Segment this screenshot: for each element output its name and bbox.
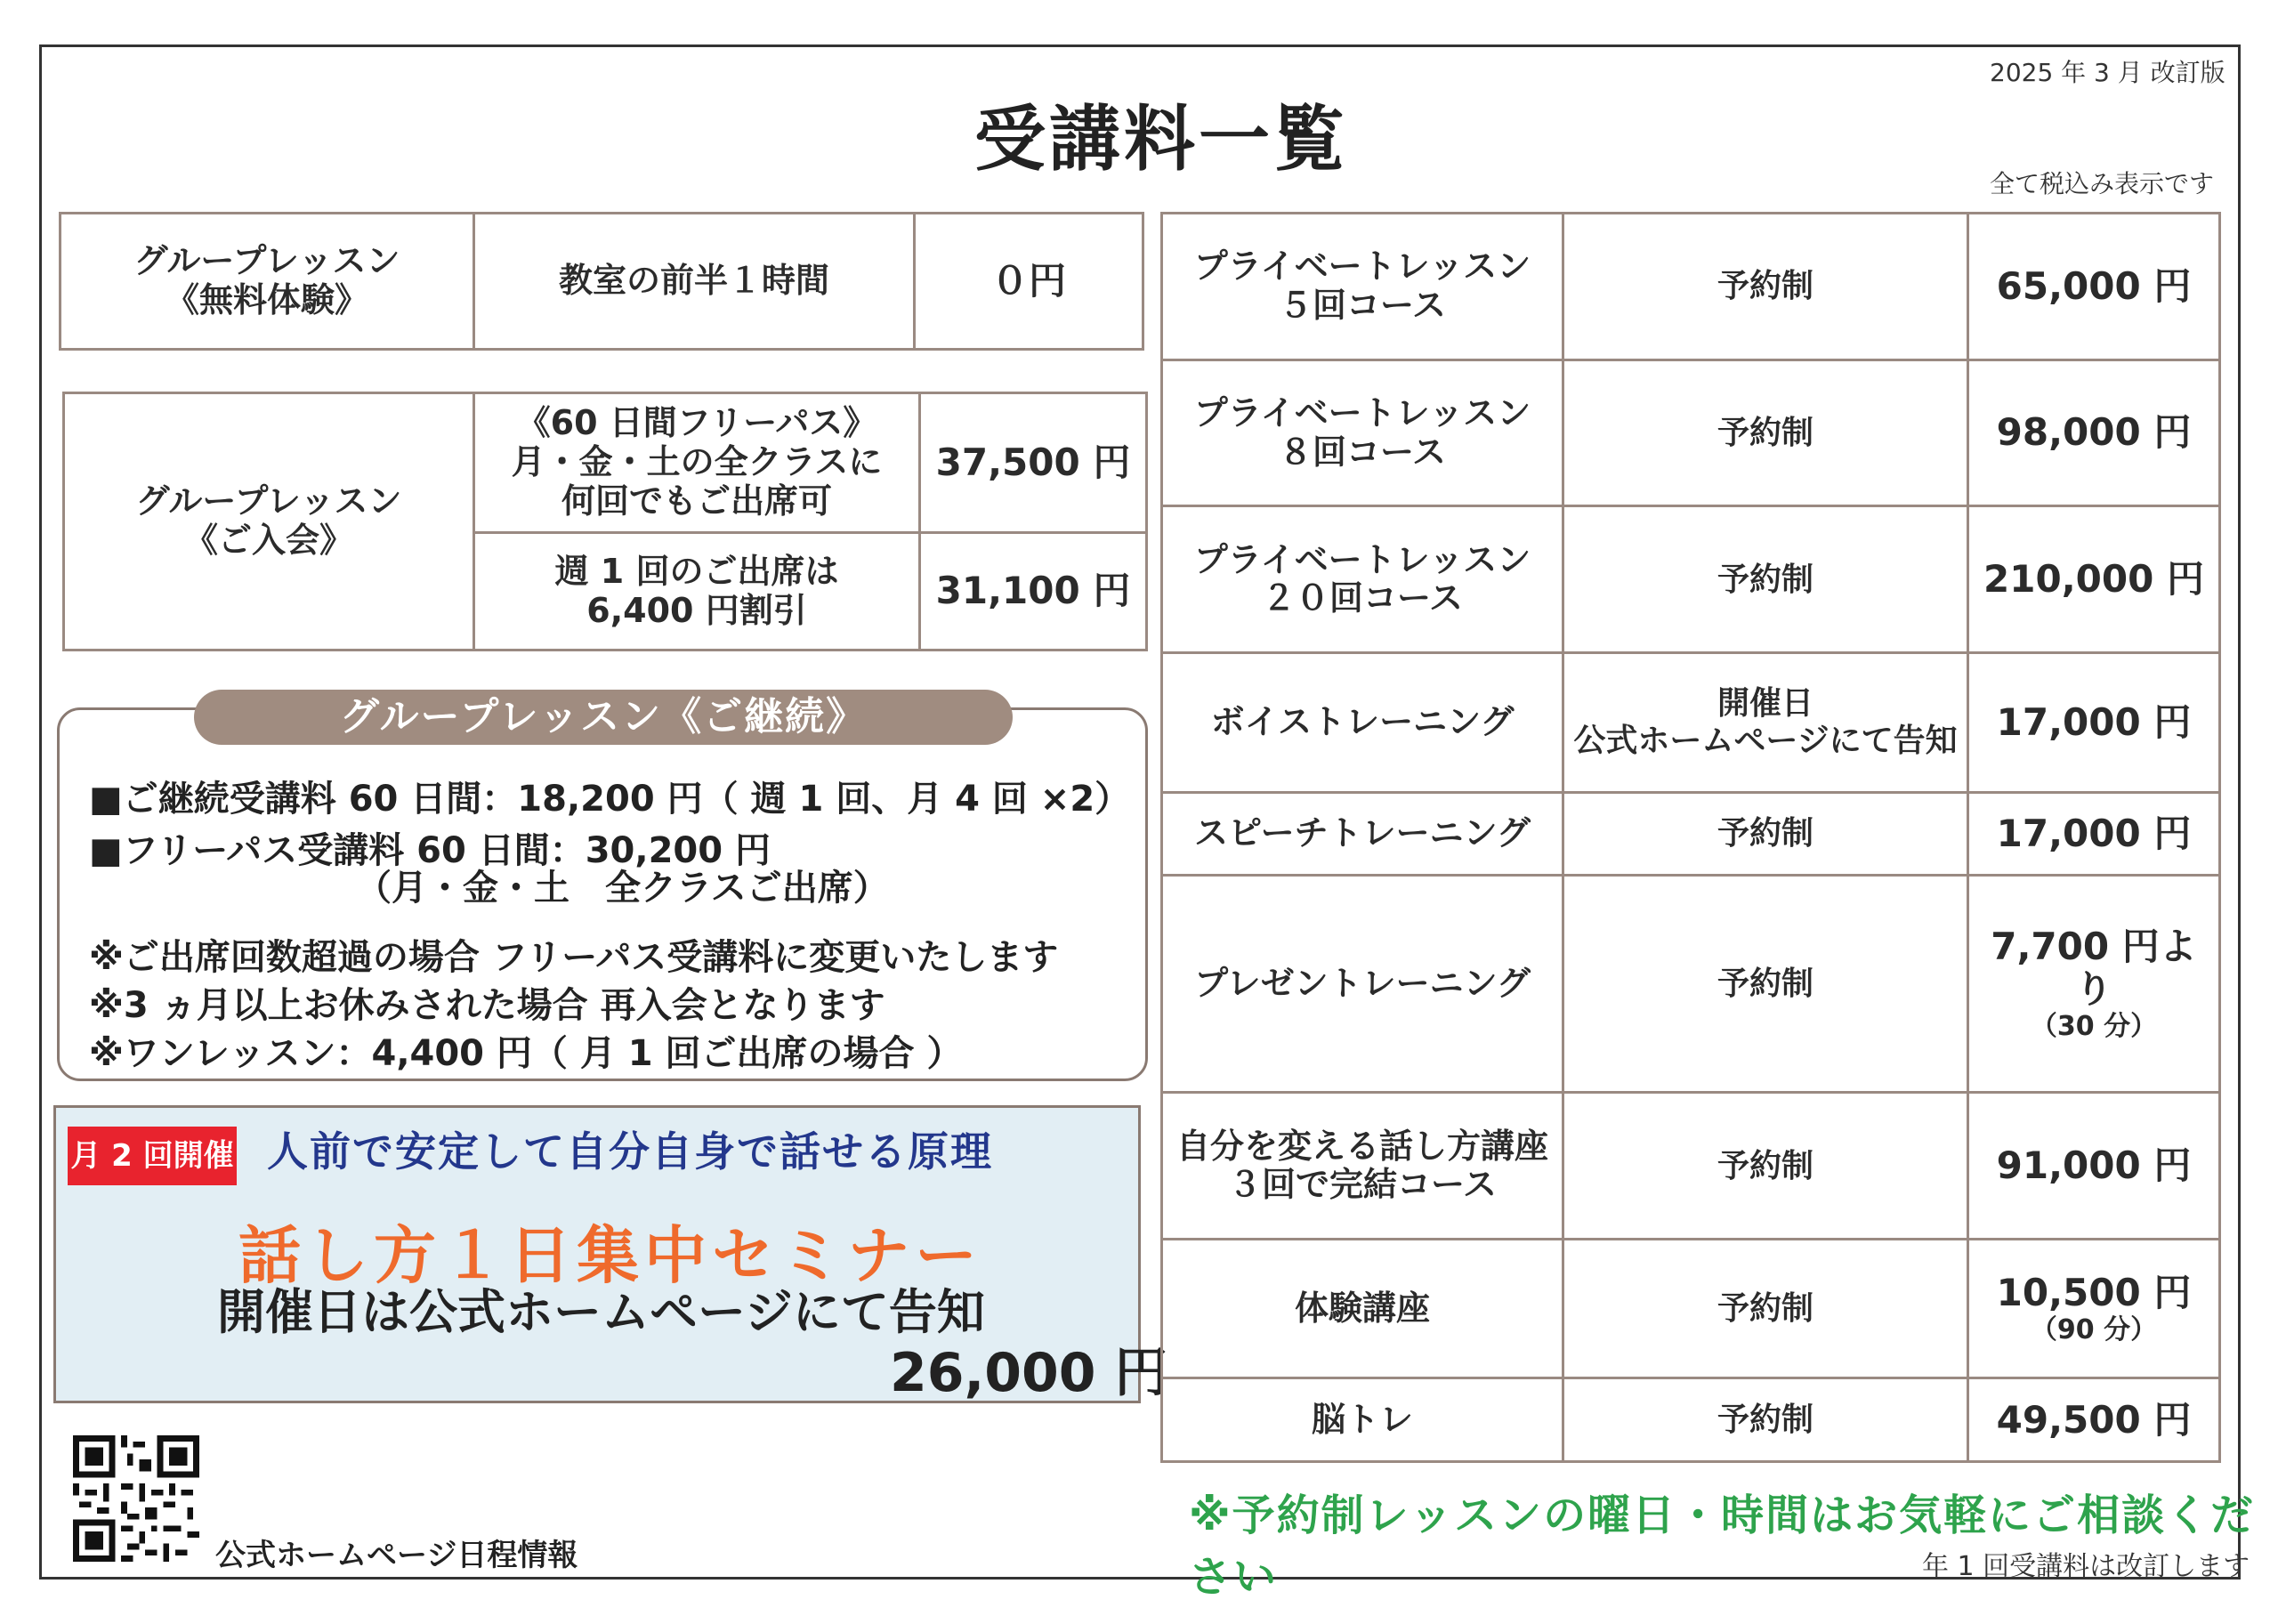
course-schedule: 予約制 [1563,360,1968,506]
page-title: 受講料一覧 [974,98,1348,181]
admission-name: グループレッスン 《ご入会》 [64,393,474,650]
free-trial-name: グループレッスン 《無料体験》 [61,214,474,350]
renewal-line: ※3 ヵ月以上お休みされた場合 再入会となります [89,985,885,1026]
table-row [1162,1240,2220,1378]
annual-revision-note: 年 1 回受講料は改訂します [1922,1551,2250,1582]
table-row [1162,214,2220,360]
price-note: （90 分） [2030,1313,2158,1345]
course-name: プライベートレッスン ２０回コース [1162,506,1563,653]
renewal-line: ■ご継続受講料 60 日間：18,200 円（ 週 1 回、月 4 回 ×2） [89,779,1131,820]
admission-plan-desc: 週 1 回のご出席は 6,400 円割引 [474,533,920,650]
course-schedule: 予約制 [1563,1240,1968,1378]
course-price-table [1160,212,2221,1463]
admission-plan-price: 31,100 円 [920,533,1147,650]
table-row [1162,360,2220,506]
course-schedule: 予約制 [1563,214,1968,360]
price-value: 17,000 円 [1996,699,2192,744]
course-schedule: 予約制 [1563,1093,1968,1240]
course-name: 脳トレ [1162,1378,1563,1462]
table-row [61,214,1143,350]
course-name: ボイストレーニング [1162,653,1563,792]
course-name: 体験講座 [1162,1240,1563,1378]
table-row [1162,875,2220,1092]
seminar-headline: 人前で安定して自分自身で話せる原理 [267,1127,993,1176]
course-schedule: 予約制 [1563,1378,1968,1462]
price-value: 7,700 円より [1991,925,2197,1012]
price-value: 49,500 円 [1996,1397,2192,1442]
table-row [1162,1093,2220,1240]
renewal-line: ※ご出席回数超過の場合 フリーパス受講料に変更いたします [89,937,1059,978]
edition-label: 2025 年 3 月 改訂版 [1990,58,2225,87]
price-note: （30 分） [2030,1010,2158,1042]
price-value: 17,000 円 [1996,811,2192,855]
seminar-title: 話し方１日集中セミナー [238,1219,982,1292]
course-price [1968,792,2220,875]
table-row [1162,506,2220,653]
renewal-line: （月・金・土 全クラスご出席） [89,868,889,909]
qr-label: 公式ホームページ日程情報 [215,1538,578,1573]
table-row [1162,653,2220,792]
course-price [1968,506,2220,653]
table-row [64,393,1147,533]
free-trial-table [59,212,1144,351]
course-name: 自分を変える話し方講座 ３回で完結コース [1162,1093,1563,1240]
tax-note: 全て税込み表示です [1990,169,2215,198]
renewal-line: ※ワンレッスン：4,400 円（ 月 1 回ご出席の場合 ） [89,1033,963,1074]
admission-plan-price: 37,500 円 [920,393,1147,533]
course-price [1968,214,2220,360]
price-value: 10,500 円 [1996,1271,2192,1315]
seminar-frequency-badge: 月 2 回開催 [68,1127,237,1185]
price-value: 210,000 円 [1983,557,2204,602]
course-name: スピーチトレーニング [1162,792,1563,875]
course-schedule: 予約制 [1563,875,1968,1092]
course-price [1968,875,2220,1092]
renewal-title: グループレッスン《ご継続》 [194,690,1013,745]
course-name: プライベートレッスン ８回コース [1162,360,1563,506]
course-price [1968,1378,2220,1462]
seminar-date-note: 開催日は公式ホームページにて告知 [217,1284,985,1340]
price-value: 65,000 円 [1996,263,2192,308]
qr-code-icon [73,1435,199,1562]
course-name: プライベートレッスン ５回コース [1162,214,1563,360]
admission-plan-desc: 《60 日間フリーパス》 月・金・土の全クラスに 何回でもご出席可 [474,393,920,533]
course-schedule: 予約制 [1563,792,1968,875]
price-value: 91,000 円 [1996,1143,2192,1188]
course-schedule: 予約制 [1563,506,1968,653]
admission-table [62,392,1148,651]
course-price [1968,653,2220,792]
price-value: 98,000 円 [1996,410,2192,455]
consult-note: ※予約制レッスンの曜日・時間はお気軽にご相談ください [1189,1491,2256,1602]
course-price [1968,360,2220,506]
course-name: プレゼントレーニング [1162,875,1563,1092]
course-price [1968,1240,2220,1378]
course-schedule: 開催日 公式ホームページにて告知 [1563,653,1968,792]
free-trial-desc: 教室の前半１時間 [474,214,915,350]
renewal-line: ■フリーパス受講料 60 日間：30,200 円 [89,830,771,871]
free-trial-price: ０円 [915,214,1143,350]
table-row [1162,1378,2220,1462]
course-price [1968,1093,2220,1240]
table-row [1162,792,2220,875]
seminar-price: 26,000 円 [890,1342,1168,1404]
qr-code[interactable] [73,1435,199,1562]
